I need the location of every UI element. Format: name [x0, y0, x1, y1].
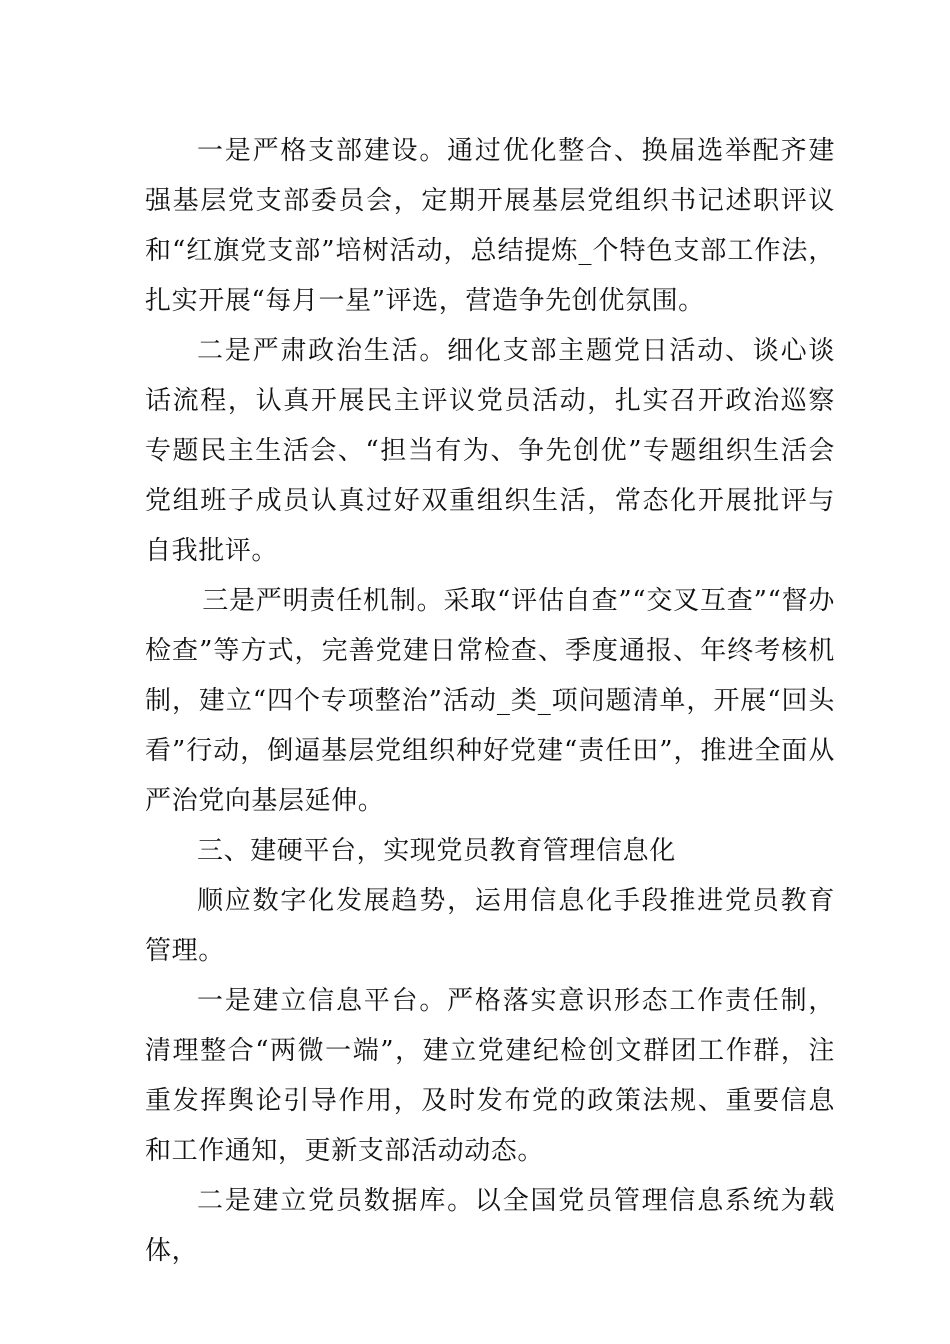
- paragraph-information-platform: 一是建立信息平台。严格落实意识形态工作责任制，清理整合“两微一端”，建立党建纪检创文群团工作群，注重发挥舆论引导作用，及时发布党的政策法规、重要信息和工作通知，更新支部活动动态。: [145, 986, 835, 1166]
- paragraph-digital-trend: 顺应数字化发展趋势，运用信息化手段推进党员教育管理。: [145, 886, 835, 966]
- paragraph-strict-branch-building: 一是严格支部建设。通过优化整合、换届选举配齐建强基层党支部委员会，定期开展基层党组织书记述职评议和“红旗党支部”培树活动，总结提炼_个特色支部工作法，扎实开展“每月一星”评选，营造争先创优氛围。: [145, 136, 835, 316]
- section-heading-platform: 三、建硬平台，实现党员教育管理信息化: [197, 836, 676, 866]
- paragraph-member-database: 二是建立党员数据库。以全国党员管理信息系统为载体，: [145, 1186, 835, 1266]
- document-body: [145, 126, 835, 1276]
- paragraph-responsibility-mechanism: 三是严明责任机制。采取“评估自查”“交叉互查”“督办检查”等方式，完善党建日常检查、季度通报、年终考核机制，建立“四个专项整治”活动_类_项问题清单，开展“回头看”行动，倒逼基层党组织种好党建“责任田”，推进全面从严治党向基层延伸。: [145, 586, 835, 816]
- paragraph-strict-political-life: 二是严肃政治生活。细化支部主题党日活动、谈心谈话流程，认真开展民主评议党员活动，扎实召开政治巡察专题民主生活会、“担当有为、争先创优”专题组织生活会党组班子成员认真过好双重组织生活，常态化开展批评与自我批评。: [145, 336, 835, 566]
